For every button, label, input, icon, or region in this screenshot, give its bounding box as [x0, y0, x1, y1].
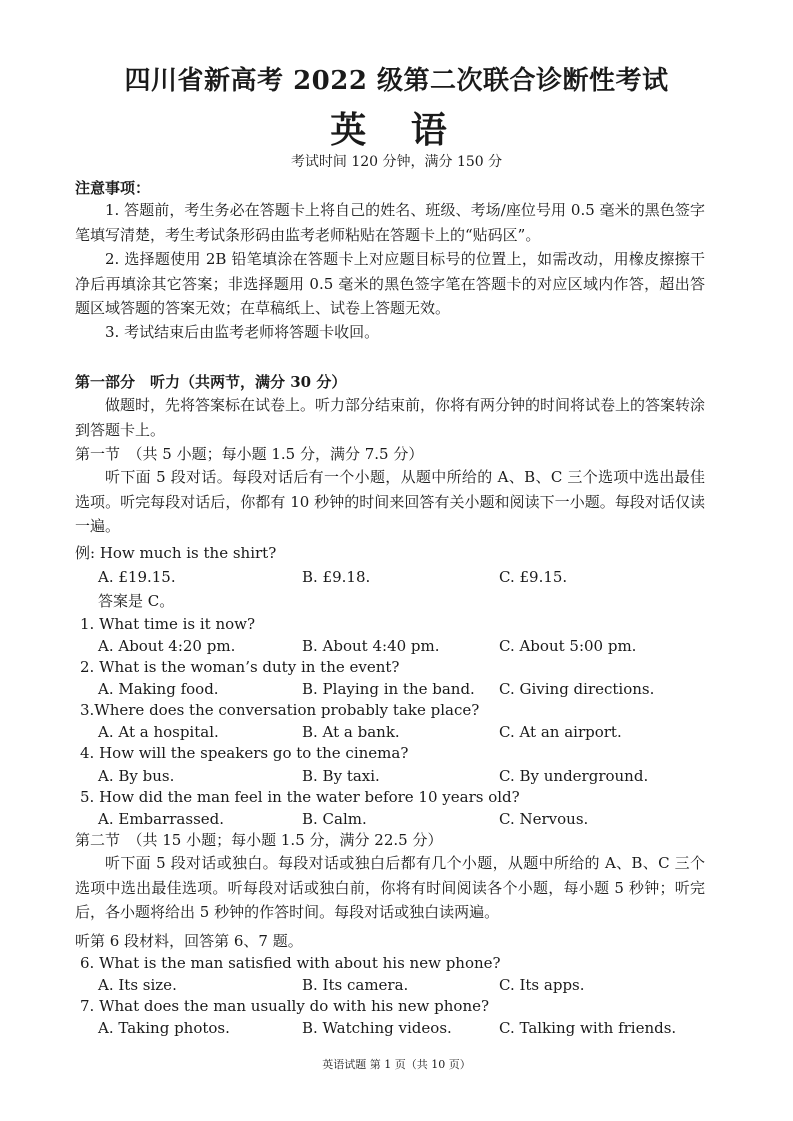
part1-heading: 第一部分 听力（共两节，满分 30 分）: [75, 373, 347, 391]
question-3: 3.Where does the conversation probably take place?: [80, 701, 480, 719]
section2-heading: 第二节 （共 15 小题；每小题 1.5 分，满分 22.5 分）: [75, 831, 443, 849]
section1-intro: 听下面 5 段对话。每段对话后有一个小题，从题中所给的 A、B、C 三个选项中选出最佳选项。听完每段对话后，你都有 10 秒钟的时间来回答有关小题和阅读下一小题。每段对话仅读一遍。: [75, 468, 705, 535]
example-question: 例: How much is the shirt?: [75, 544, 277, 562]
example-option-b: B. £9.18.: [302, 568, 371, 586]
question-6: 6. What is the man satisfied with about his new phone?: [80, 954, 501, 972]
question-5: 5. How did the man feel in the water before 10 years old?: [80, 788, 520, 806]
question-1-option-a: A. About 4:20 pm.: [98, 637, 236, 655]
material-6-instruction: 听第 6 段材料，回答第 6、7 题。: [75, 932, 303, 950]
question-2: 2. What is the woman’s duty in the event?: [80, 658, 400, 676]
example-option-c: C. £9.15.: [499, 568, 568, 586]
subject-title: 英 语: [330, 109, 463, 151]
question-4-option-b: B. By taxi.: [302, 767, 380, 785]
question-7-option-b: B. Watching videos.: [302, 1019, 452, 1037]
question-4-option-a: A. By bus.: [98, 767, 175, 785]
example-option-a: A. £19.15.: [98, 568, 176, 586]
question-6-option-c: C. Its apps.: [499, 976, 585, 994]
notice-item-3: 3. 考试结束后由监考老师将答题卡收回。: [105, 323, 380, 341]
part1-intro: 做题时，先将答案标在试卷上。听力部分结束前，你将有两分钟的时间将试卷上的答案转涂到答题卡上。: [75, 396, 706, 439]
page-footer: 英语试题 第 1 页（共 10 页）: [322, 1058, 471, 1071]
section1-heading: 第一节 （共 5 小题；每小题 1.5 分，满分 7.5 分）: [75, 445, 424, 463]
exam-title: 四川省新高考 2022 级第二次联合诊断性考试: [124, 66, 669, 96]
question-6-option-a: A. Its size.: [98, 976, 177, 994]
question-4-option-c: C. By underground.: [499, 767, 649, 785]
notice-item-1: 1. 答题前，考生务必在答题卡上将自己的姓名、班级、考场/座位号用 0.5 毫米的黑色签字笔填写清楚，考生考试条形码由监考老师粘贴在答题卡上的“贴码区”。: [75, 201, 705, 244]
question-1-option-c: C. About 5:00 pm.: [499, 637, 637, 655]
question-6-option-b: B. Its camera.: [302, 976, 409, 994]
question-2-option-a: A. Making food.: [98, 680, 219, 698]
question-3-option-b: B. At a bank.: [302, 723, 400, 741]
question-2-option-b: B. Playing in the band.: [302, 680, 475, 698]
question-4: 4. How will the speakers go to the cinema?: [80, 744, 409, 762]
question-1: 1. What time is it now?: [80, 615, 256, 633]
example-answer: 答案是 C。: [98, 592, 175, 610]
question-7: 7. What does the man usually do with his new phone?: [80, 997, 490, 1015]
question-5-option-b: B. Calm.: [302, 810, 367, 828]
question-7-option-a: A. Taking photos.: [98, 1019, 230, 1037]
question-3-option-a: A. At a hospital.: [98, 723, 219, 741]
question-5-option-c: C. Nervous.: [499, 810, 589, 828]
question-1-option-b: B. About 4:40 pm.: [302, 637, 440, 655]
exam-duration: 考试时间 120 分钟，满分 150 分: [290, 154, 503, 170]
question-7-option-c: C. Talking with friends.: [499, 1019, 677, 1037]
notice-heading: 注意事项：: [75, 179, 151, 197]
question-3-option-c: C. At an airport.: [499, 723, 622, 741]
section2-intro: 听下面 5 段对话或独白。每段对话或独白后都有几个小题，从题中所给的 A、B、C 三个选项中选出最佳选项。听每段对话或独白前，你将有时间阅读各个小题，每小题 5 秒钟；听完后，各小题将给出 5 秒钟的作答时间。每段对话或独白读两遍。: [75, 854, 705, 921]
question-5-option-a: A. Embarrassed.: [98, 810, 225, 828]
notice-item-2: 2. 选择题使用 2B 铅笔填涂在答题卡上对应题目标号的位置上，如需改动，用橡皮擦擦干净后再填涂其它答案；非选择题用 0.5 毫米的黑色签字笔在答题卡的对应区域内作答，超出答题区域答题的答案无效；在草稿纸上、试卷上答题无效。: [75, 250, 705, 317]
question-2-option-c: C. Giving directions.: [499, 680, 655, 698]
